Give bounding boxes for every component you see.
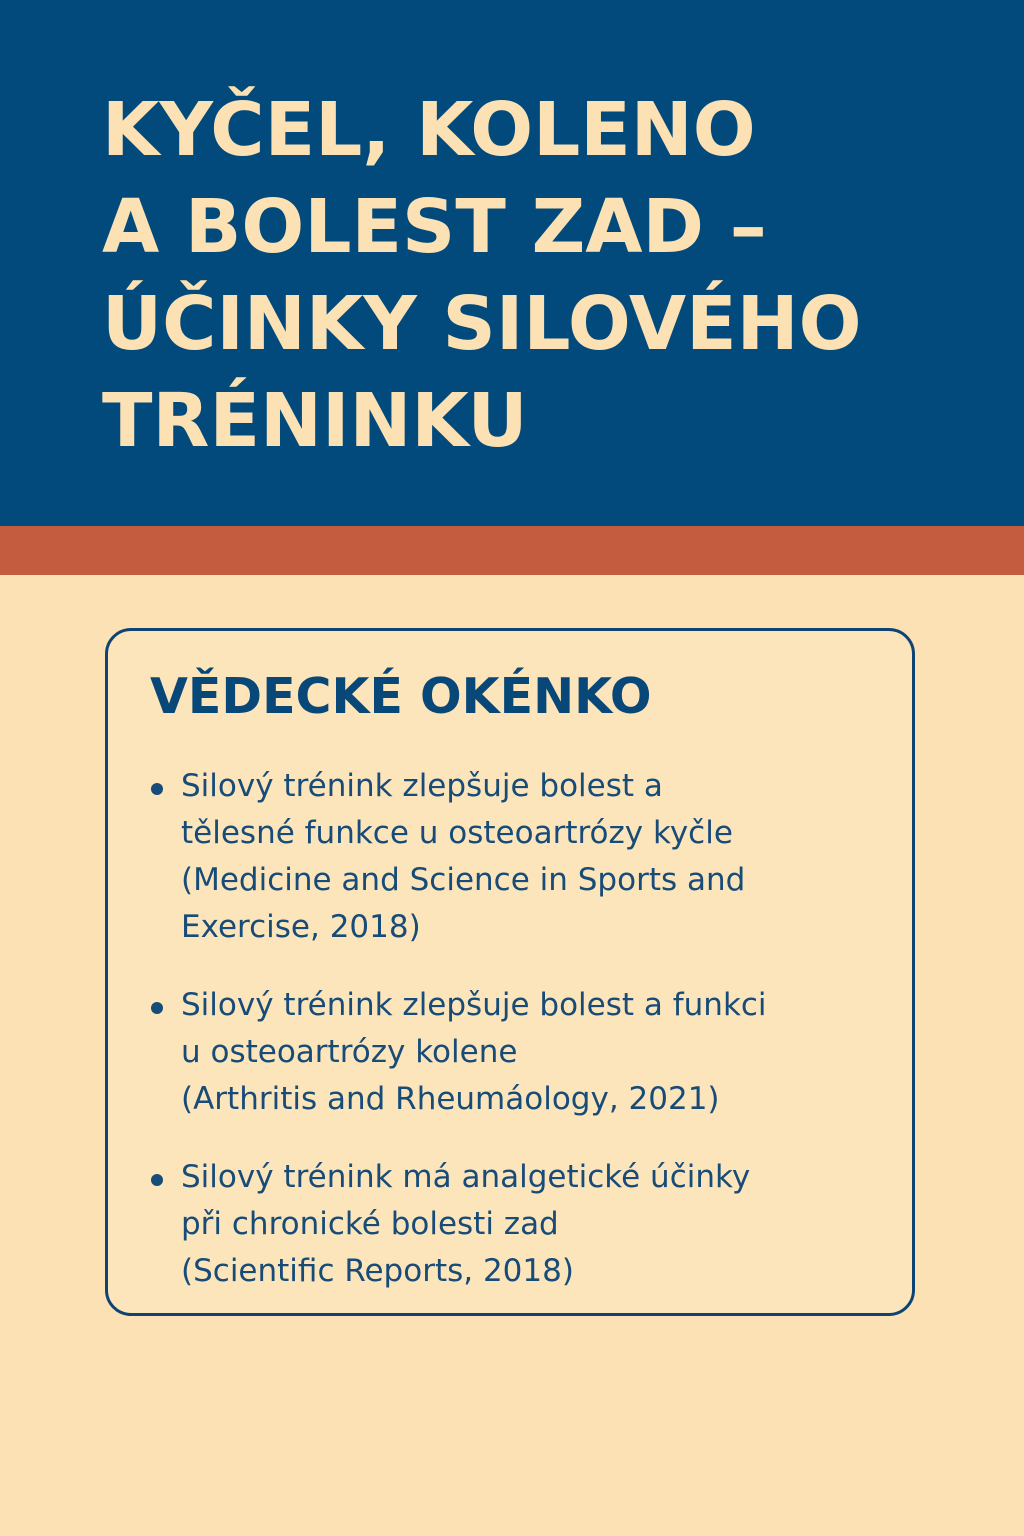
finding-text-line: Silový trénink zlepšuje bolest a funkci xyxy=(181,987,767,1023)
bullet-icon xyxy=(151,1002,163,1014)
page-title xyxy=(102,82,982,470)
finding-knee xyxy=(148,982,908,1123)
title-line: ÚČINKY SILOVÉHO xyxy=(102,281,862,367)
science-box xyxy=(105,628,915,1316)
finding-text-line: u osteoartrózy kolene xyxy=(181,1034,518,1070)
finding-citation-line: (Arthritis and Rheumáology, 2021) xyxy=(181,1081,720,1117)
finding-hip xyxy=(148,763,908,951)
finding-citation-line: (Scientific Reports, 2018) xyxy=(181,1253,574,1289)
title-line: TRÉNINKU xyxy=(102,378,528,464)
header-banner xyxy=(0,0,1024,526)
finding-text-line: Silový trénink má analgetické účinky xyxy=(181,1159,751,1195)
finding-text-line: Silový trénink zlepšuje bolest a xyxy=(181,768,663,804)
title-line: A BOLEST ZAD – xyxy=(102,184,767,270)
accent-stripe xyxy=(0,526,1024,575)
title-line: KYČEL, KOLENO xyxy=(102,87,756,173)
finding-text-line: tělesné funkce u osteoartrózy kyčle xyxy=(181,815,733,851)
findings-list xyxy=(148,763,908,1295)
finding-back-pain xyxy=(148,1154,908,1295)
bullet-icon xyxy=(151,783,163,795)
finding-citation-line: Exercise, 2018) xyxy=(181,909,421,945)
finding-citation-line: (Medicine and Science in Sports and xyxy=(181,862,746,898)
finding-text-line: při chronické bolesti zad xyxy=(181,1206,559,1242)
bullet-icon xyxy=(151,1174,163,1186)
science-box-heading: VĚDECKÉ OKÉNKO xyxy=(150,668,652,725)
